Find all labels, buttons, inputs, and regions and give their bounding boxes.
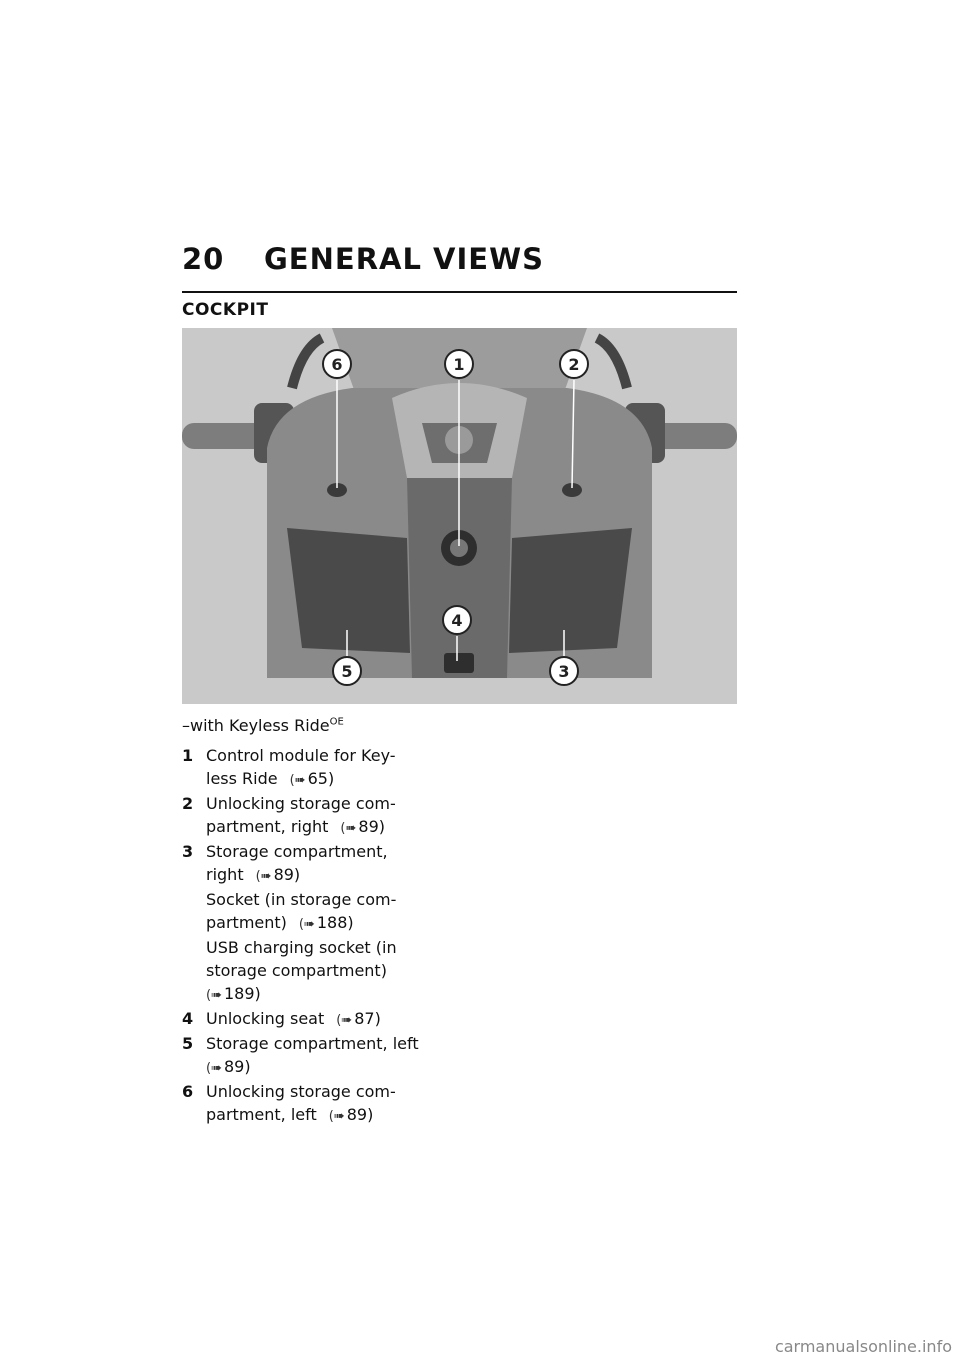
legend-line-text: less Ride bbox=[206, 769, 278, 788]
ref-close-paren: ) bbox=[378, 817, 385, 836]
legend-line-text: Control module for Key- bbox=[206, 746, 396, 765]
page-ref[interactable] bbox=[328, 817, 385, 836]
legend-text bbox=[206, 1007, 442, 1032]
legend-text bbox=[206, 1080, 442, 1128]
legend-line-text: Socket (in storage com- bbox=[206, 890, 397, 909]
legend-line-text: partment, right bbox=[206, 817, 329, 836]
page-ref-number: 65 bbox=[307, 769, 328, 788]
legend-line-text: right bbox=[206, 865, 244, 884]
legend-item bbox=[182, 792, 472, 840]
arrow-right-icon: (➠ bbox=[289, 773, 306, 788]
legend-line-text: Unlocking storage com- bbox=[206, 1082, 396, 1101]
legend-item bbox=[182, 744, 472, 792]
legend-number: 4 bbox=[182, 1009, 194, 1028]
legend-line-text: Unlocking storage com- bbox=[206, 794, 396, 813]
svg-text:6: 6 bbox=[331, 355, 343, 374]
callout-1 bbox=[445, 350, 473, 378]
page-ref-number: 89 bbox=[346, 1105, 368, 1124]
legend-line-text: partment) bbox=[206, 913, 287, 932]
legend-line-text: partment, left bbox=[206, 1105, 317, 1124]
chapter-title: GENERAL VIEWS bbox=[264, 242, 544, 276]
legend-number: 1 bbox=[182, 746, 194, 765]
arrow-right-icon: (➠ bbox=[336, 1013, 353, 1028]
header-rule bbox=[182, 291, 737, 293]
legend-text bbox=[206, 744, 442, 792]
page-ref[interactable] bbox=[324, 1009, 381, 1028]
legend-item bbox=[182, 1080, 472, 1128]
legend-line bbox=[206, 1103, 442, 1128]
cockpit-illustration bbox=[182, 328, 737, 704]
legend-number: 5 bbox=[182, 1034, 194, 1053]
legend-line bbox=[206, 936, 442, 959]
ref-close-paren: ) bbox=[347, 913, 354, 932]
callout-5 bbox=[333, 657, 361, 685]
page-ref[interactable] bbox=[287, 913, 354, 932]
svg-text:3: 3 bbox=[558, 662, 570, 681]
legend-line bbox=[206, 959, 442, 982]
legend-number: 2 bbox=[182, 794, 194, 813]
legend-item bbox=[182, 1007, 472, 1032]
legend-line bbox=[206, 767, 442, 792]
page-ref-number: 89 bbox=[273, 865, 294, 884]
legend-line bbox=[206, 982, 442, 1007]
legend-number: 6 bbox=[182, 1082, 194, 1101]
caption-text: –with Keyless Ride bbox=[182, 716, 330, 735]
section-title: COCKPIT bbox=[182, 300, 269, 320]
legend-line-text: Storage compartment, left bbox=[206, 1034, 419, 1053]
arrow-right-icon: (➠ bbox=[255, 869, 272, 884]
legend-line-text: Unlocking seat bbox=[206, 1009, 325, 1028]
legend-line-text: Storage compartment, bbox=[206, 842, 388, 861]
legend-line bbox=[206, 792, 442, 815]
legend-line-text: USB charging socket (in bbox=[206, 938, 397, 957]
ref-close-paren: ) bbox=[244, 1057, 251, 1076]
legend-list bbox=[182, 744, 472, 1128]
svg-text:4: 4 bbox=[451, 611, 463, 630]
page-ref[interactable] bbox=[244, 865, 301, 884]
ref-close-paren: ) bbox=[254, 984, 261, 1003]
legend-number: 3 bbox=[182, 842, 194, 861]
arrow-right-icon: (➠ bbox=[298, 917, 315, 932]
legend-line bbox=[206, 1032, 442, 1055]
caption-superscript: OE bbox=[329, 716, 344, 728]
page-ref[interactable] bbox=[206, 984, 261, 1003]
page-header bbox=[182, 242, 737, 282]
page-ref[interactable] bbox=[317, 1105, 374, 1124]
ref-close-paren: ) bbox=[374, 1009, 381, 1028]
legend-text bbox=[206, 792, 442, 840]
arrow-right-icon: (➠ bbox=[206, 1061, 222, 1076]
svg-text:2: 2 bbox=[568, 355, 580, 374]
page-ref[interactable] bbox=[206, 1057, 251, 1076]
watermark: carmanualsonline.info bbox=[774, 1337, 952, 1356]
page-ref-number: 89 bbox=[223, 1057, 245, 1076]
callout-2 bbox=[560, 350, 588, 378]
legend-text bbox=[206, 1032, 442, 1080]
arrow-right-icon: (➠ bbox=[206, 988, 222, 1003]
legend-line bbox=[206, 840, 442, 863]
legend-line-text: storage compartment) bbox=[206, 961, 387, 980]
ref-close-paren: ) bbox=[367, 1105, 374, 1124]
legend-text bbox=[206, 840, 442, 1007]
arrow-right-icon: (➠ bbox=[340, 821, 357, 836]
page-number: 20 bbox=[182, 242, 225, 276]
page-ref-number: 189 bbox=[223, 984, 255, 1003]
svg-text:1: 1 bbox=[453, 355, 465, 374]
callout-4 bbox=[443, 606, 471, 634]
page-ref-number: 188 bbox=[316, 913, 348, 932]
legend-line bbox=[206, 815, 442, 840]
ref-close-paren: ) bbox=[327, 769, 335, 788]
legend-item bbox=[182, 1032, 472, 1080]
figure-caption bbox=[182, 716, 344, 735]
arrow-right-icon: (➠ bbox=[328, 1109, 345, 1124]
legend-line bbox=[206, 863, 442, 888]
legend-line bbox=[206, 744, 442, 767]
legend-line bbox=[206, 911, 442, 936]
page-ref-number: 87 bbox=[354, 1009, 375, 1028]
page-ref-number: 89 bbox=[358, 817, 379, 836]
callout-3 bbox=[550, 657, 578, 685]
ref-close-paren: ) bbox=[293, 865, 301, 884]
legend-line bbox=[206, 1055, 442, 1080]
legend-line bbox=[206, 888, 442, 911]
callout-6 bbox=[323, 350, 351, 378]
legend-item bbox=[182, 840, 472, 1007]
page-ref[interactable] bbox=[278, 769, 335, 788]
legend-line bbox=[206, 1080, 442, 1103]
svg-text:5: 5 bbox=[341, 662, 353, 681]
legend-line bbox=[206, 1007, 442, 1032]
